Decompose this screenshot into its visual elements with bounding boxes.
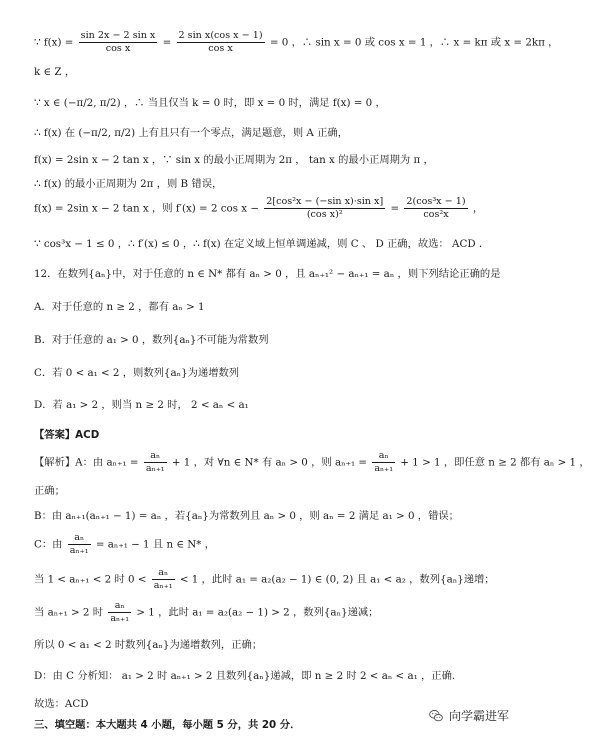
option-a: A．对于任意的 n ≥ 2 ，都有 aₙ > 1 [34, 301, 205, 313]
answer-label: 【答案】ACD [34, 429, 100, 441]
denominator: cos x [208, 43, 233, 54]
denominator: aₙ₊₁ [374, 463, 394, 474]
numerator: 2 sin x(cos x − 1) [178, 30, 263, 41]
text: = [390, 202, 400, 215]
numerator: aₙ [68, 532, 91, 545]
denominator: cos²x [423, 209, 449, 220]
numerator: 2[cos²x − (−sin x)·sin x] [266, 196, 384, 207]
fraction [108, 600, 131, 625]
text: > 1 ，此时 a₁ = a₂(a₂ − 1) > 2 ，数列{aₙ}递减； [136, 606, 379, 619]
watermark [428, 707, 509, 724]
solution-line-5 [34, 567, 495, 592]
numerator: aₙ [372, 450, 395, 463]
line-6: ∴ f(x) 的最小正周期为 2π ，则 B 错误， [34, 178, 223, 190]
solution-line-7: 所以 0 < a₁ < 2 时数列{aₙ}为递增数列，正确； [34, 639, 263, 651]
text: ， [472, 202, 484, 215]
text: 【解析】A：由 aₙ₊₁ = [34, 456, 139, 469]
text: < 1 ，此时 a₁ = a₂(a₂ − 1) ∈ (0, 2) 且 a₁ < a₂ ，数列{aₙ}递增； [179, 573, 495, 586]
fraction [404, 196, 467, 221]
line-1 [34, 30, 558, 55]
line-4: ∴ f(x) 在 (−π/2, π/2) 上有且只有一个零点，满足题意，则 A 正确， [34, 127, 348, 139]
option-d: D．若 a₁ > 2 ，则当 n ≥ 2 时， 2 < aₙ < a₁ [34, 399, 249, 411]
text: 当 1 < aₙ₊₁ < 2 时 0 < [34, 573, 147, 586]
text: ∵ f(x) = [34, 36, 74, 49]
solution-line-1 [34, 450, 590, 475]
text: = [162, 36, 172, 49]
line-3: ∵ x ∈ (−π/2, π/2) ，∴ 当且仅当 k = 0 时，即 x = 0 时，满足 f(x) = 0 ， [34, 97, 386, 109]
solution-line-9: 故选：ACD [34, 698, 89, 710]
fraction [144, 450, 167, 475]
line-8: ∵ cos³x − 1 ≤ 0 ，∴ f′(x) ≤ 0 ，∴ f(x) 在定义域上恒单调递减，则 C 、 D 正确，故选： ACD ． [34, 238, 490, 250]
solution-line-8: D：由 C 分析知： a₁ > 2 时 aₙ₊₁ > 2 且数列{aₙ}递减，即 n ≥ 2 时 2 < aₙ < a₁ ，正确. [34, 670, 456, 682]
solution-line-2: 正确； [34, 485, 65, 497]
denominator: aₙ₊₁ [145, 463, 165, 474]
text: 当 aₙ₊₁ > 2 时 [34, 606, 104, 619]
question-12: 12．在数列{aₙ}中，对于任意的 n ∈ N* 都有 aₙ > 0 ，且 aₙ₊₁² − aₙ₊₁ = aₙ ，则下列结论正确的是 [34, 268, 501, 280]
numerator: 2(cos³x − 1) [406, 196, 466, 207]
denominator: aₙ₊₁ [110, 613, 130, 624]
fraction [372, 450, 395, 475]
numerator: aₙ [108, 600, 131, 613]
line-5: f(x) = 2sin x − 2 tan x ，∵ sin x 的最小正周期为 2π ， tan x 的最小正周期为 π ， [34, 154, 434, 166]
solution-line-6 [34, 600, 378, 625]
text: C：由 [34, 538, 63, 551]
watermark-text: 向学霸进军 [449, 709, 510, 723]
solution-line-3: B：由 aₙ₊₁(aₙ₊₁ − 1) = aₙ ，若{aₙ}为常数列且 aₙ > 0 ，则 aₙ = 2 满足 a₁ > 0 ，错误； [34, 510, 459, 522]
text: = 0 ，∴ sin x = 0 或 cos x = 1 ，∴ x = kπ 或 x = 2kπ ， [269, 36, 559, 49]
numerator: aₙ [152, 567, 175, 580]
text: + 1 > 1 ，即任意 n ≥ 2 都有 aₙ > 1 ， [400, 456, 590, 469]
numerator: sin 2x − 2 sin x [80, 30, 156, 41]
text: + 1 ，对 ∀n ∈ N* 有 aₙ > 0 ，则 aₙ₊₁ = [171, 456, 368, 469]
section-3-heading: 三、填空题：本大题共 4 小题，每小题 5 分，共 20 分． [34, 719, 301, 731]
fraction [177, 30, 265, 55]
wechat-icon [428, 708, 444, 724]
numerator: aₙ [144, 450, 167, 463]
option-b: B．对于任意的 a₁ > 0 ，数列{aₙ}不可能为常数列 [34, 334, 269, 346]
solution-line-4 [34, 532, 215, 557]
fraction [79, 30, 158, 55]
denominator: aₙ₊₁ [153, 580, 173, 591]
line-7 [34, 196, 483, 221]
denominator: cos x [105, 43, 131, 54]
option-c: C．若 0 < a₁ < 2 ，则数列{aₙ}为递增数列 [34, 367, 240, 379]
fraction [264, 196, 385, 221]
fraction [68, 532, 91, 557]
text: = aₙ₊₁ − 1 且 n ∈ N* ， [95, 538, 215, 551]
line-2: k ∈ Z ， [34, 66, 76, 78]
denominator: aₙ₊₁ [69, 545, 89, 556]
text: f(x) = 2sin x − 2 tan x ，则 f′(x) = 2 cos x − [34, 202, 260, 215]
fraction [152, 567, 175, 592]
denominator: (cos x)² [306, 209, 343, 220]
